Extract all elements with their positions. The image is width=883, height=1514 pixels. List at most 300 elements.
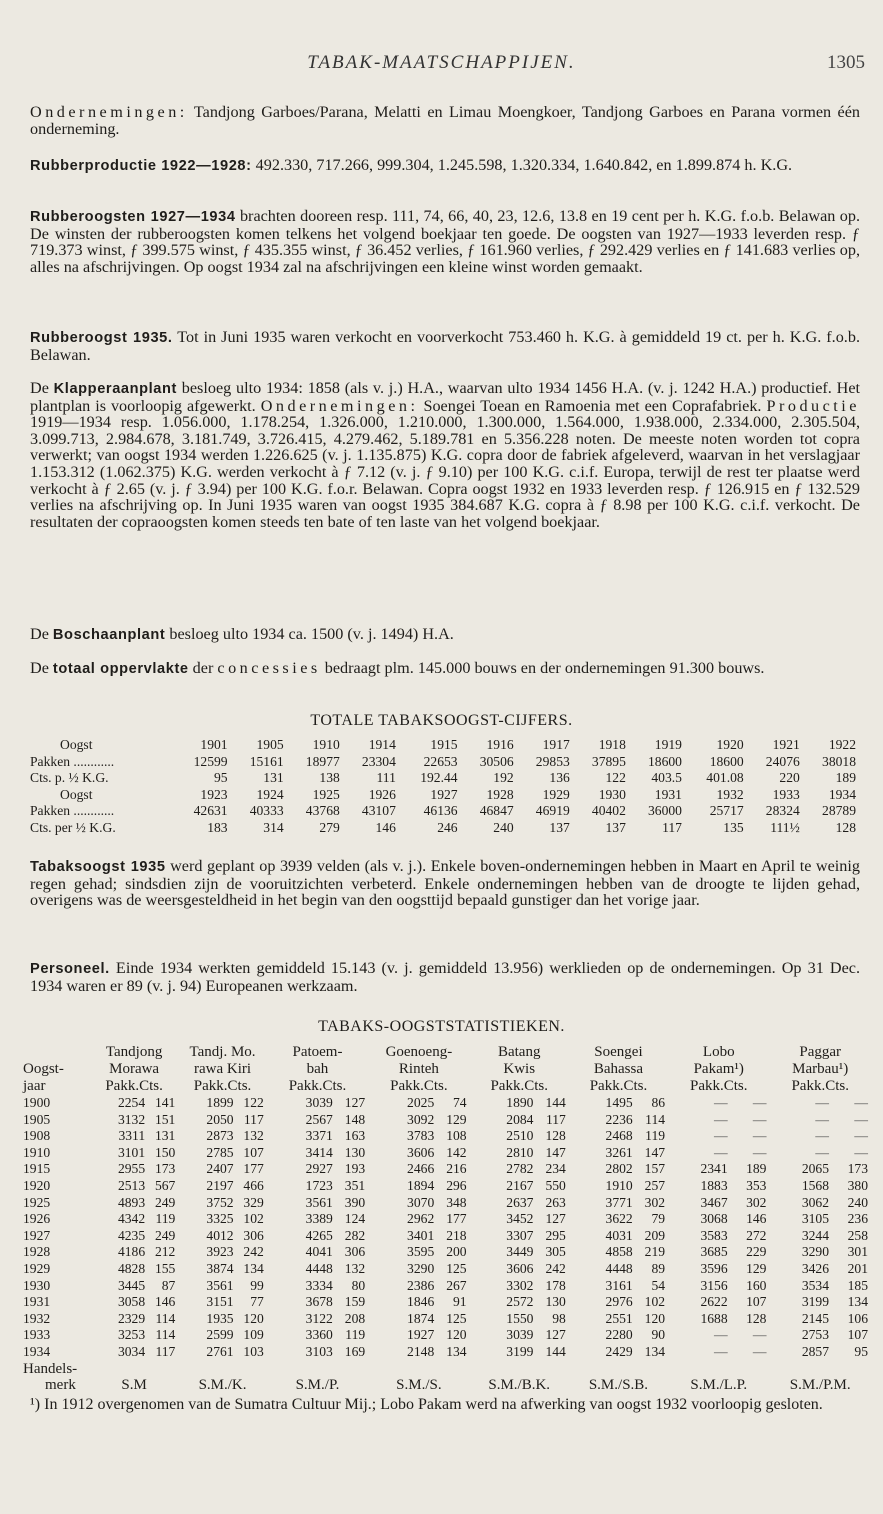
col-header-lobo: Lobo <box>702 1044 735 1060</box>
table2-cell: 208 <box>344 1310 366 1326</box>
table2-cell: 134 <box>847 1294 868 1310</box>
table1-cell: 46847 <box>479 803 514 819</box>
table2-row <box>23 1244 871 1261</box>
table2-cell: 306 <box>243 1227 264 1243</box>
table2-cell: 130 <box>344 1144 366 1160</box>
table2-cell: — <box>752 1111 767 1127</box>
table1-cell: 1915 <box>430 737 458 752</box>
table2-cell: 2167 <box>506 1177 534 1193</box>
table2-year: 1928 <box>23 1244 51 1260</box>
table2-cell: 132 <box>243 1128 264 1144</box>
table2-cell: 125 <box>446 1310 467 1326</box>
table1-cell: 1921 <box>772 737 800 752</box>
table1-cell: 122 <box>605 770 626 786</box>
table2-cell: 3199 <box>801 1294 830 1310</box>
table2-row <box>23 1211 871 1228</box>
handelsmerk-value: S.M./L.P. <box>690 1377 748 1394</box>
table2-cell: 3244 <box>801 1227 830 1243</box>
table1-cell: 28789 <box>822 803 856 819</box>
table2-caption: TABAKS-OOGSTSTATISTIEKEN. <box>318 1018 565 1035</box>
table2-row <box>23 1327 871 1344</box>
table1-cell: 240 <box>493 819 514 835</box>
text-ondernemingen: Tandjong Garboes/Parana, Melatti en Limau Moengkoer, Tandjong Garboes en Parana vormen één onderneming. <box>30 103 860 138</box>
table2-cell: 2025 <box>407 1095 435 1110</box>
table2-cell: 236 <box>847 1211 868 1227</box>
table2-cell: 3534 <box>801 1277 830 1293</box>
table2-cell: 109 <box>243 1327 264 1343</box>
table2-cell: 3685 <box>700 1244 728 1260</box>
text-totaal-1: der <box>188 659 218 677</box>
table2-cell: 201 <box>847 1260 868 1276</box>
table2-row <box>23 1228 871 1245</box>
table2-cell: 134 <box>644 1343 666 1359</box>
table1-cell: 279 <box>319 819 340 835</box>
table2-cell: 127 <box>545 1327 566 1343</box>
table2-cell: 147 <box>644 1144 666 1160</box>
table2-row <box>23 1128 871 1145</box>
table1-cell: 28324 <box>765 803 800 819</box>
table2-cell: 3039 <box>305 1095 333 1110</box>
table2-row <box>23 1278 871 1295</box>
table2-cell: 2050 <box>206 1111 234 1127</box>
text-klapper-2: Soengei Toean en Ramoenia met een Coprafabriek. <box>418 396 767 415</box>
table1-cell: 1905 <box>256 737 284 752</box>
table2-cell: 3449 <box>506 1244 534 1260</box>
table2-cell: 3311 <box>118 1128 146 1144</box>
table1-cell: 137 <box>605 819 626 835</box>
table2-cell: 3101 <box>117 1144 146 1160</box>
table2-header-row-3 <box>23 1078 871 1095</box>
col-units: Pakk.Cts. <box>791 1078 849 1094</box>
table2-cell: 1568 <box>801 1177 830 1193</box>
table2-cell: 142 <box>446 1144 467 1160</box>
spaced-productie: Productie <box>766 396 860 415</box>
label-ondernemingen: Ondernemingen: <box>30 103 188 121</box>
table2-cell: 380 <box>847 1177 868 1193</box>
table2-cell: — <box>854 1095 868 1110</box>
table2-cell: 229 <box>746 1244 767 1260</box>
table2-cell: 146 <box>154 1294 176 1310</box>
text-klapper-1: besloeg ulto 1934: 1858 (als v. j.) H.A., waarvan ulto 1934 1456 H.A. (v. j. 1242 H.A.) productief. Het plantplan is voorloopig afgewerkt. <box>30 379 860 415</box>
table2-cell: 216 <box>446 1161 467 1177</box>
table2-cell: 2551 <box>605 1310 633 1326</box>
col-units: Pakk.Cts. <box>690 1078 748 1094</box>
table2-cell: 3923 <box>206 1244 234 1260</box>
table1-caption: TOTALE TABAKSOOGST-CIJFERS. <box>310 712 573 729</box>
table2-cell: 3596 <box>700 1260 728 1276</box>
label-personeel: Personeel. <box>30 961 110 977</box>
table2-cell: 77 <box>250 1294 264 1310</box>
table2-cell: 2622 <box>700 1294 728 1310</box>
table2-year: 1908 <box>23 1128 51 1144</box>
text-rubberoogst-1935: Tot in Juni 1935 waren verkocht en voorverkocht 753.460 h. K.G. à gemiddeld 19 ct. per h. K.G. f.o.b. Belawan. <box>30 328 860 364</box>
table2-cell: 147 <box>545 1144 566 1160</box>
table2-cell: — <box>854 1144 868 1160</box>
table1-row <box>30 787 856 804</box>
table2-cell: 466 <box>243 1177 264 1193</box>
table2-cell: 2341 <box>700 1161 728 1177</box>
table2-year: 1900 <box>23 1095 51 1110</box>
handelsmerk-label-row <box>23 1361 871 1378</box>
table2-year: 1934 <box>23 1343 51 1359</box>
table1-cell: 29853 <box>535 753 570 769</box>
table2-cell: 106 <box>847 1310 868 1326</box>
table2-cell: 567 <box>154 1177 176 1193</box>
col-subheader-rinteh: Rinteh <box>398 1061 439 1077</box>
table2-year: 1925 <box>23 1194 51 1210</box>
handelsmerk-value: S.M./P.M. <box>789 1377 851 1394</box>
table2-cell: 305 <box>545 1244 566 1260</box>
table2-cell: 2962 <box>407 1211 435 1227</box>
table2-cell: 146 <box>746 1211 767 1227</box>
table2-cell: 2236 <box>605 1111 633 1127</box>
footnote-row <box>23 1394 871 1414</box>
col-units: Pakk.Cts. <box>105 1078 163 1094</box>
row-header-oogst: Oogst- <box>23 1061 64 1077</box>
label-boschaanplant: Boschaanplant <box>52 627 166 643</box>
table2-cell: — <box>854 1128 868 1144</box>
table2-cell: 2513 <box>117 1177 146 1193</box>
table2-cell: 282 <box>344 1227 366 1243</box>
table2-cell: 134 <box>243 1260 264 1276</box>
table1-cell: 1922 <box>828 737 856 752</box>
table2-cell: 219 <box>644 1244 666 1260</box>
table2-cell: 4893 <box>117 1194 146 1210</box>
table2-cell: 3622 <box>605 1211 633 1227</box>
table2-cell: 218 <box>446 1227 467 1243</box>
table1-cell: 136 <box>549 770 570 786</box>
table1-cell: 40402 <box>591 803 626 819</box>
table2-cell: 144 <box>545 1095 566 1110</box>
table1-cell: 1934 <box>828 786 856 802</box>
table2-cell: 2148 <box>407 1343 435 1359</box>
table2-cell: — <box>752 1095 767 1110</box>
table2-year: 1929 <box>23 1260 51 1276</box>
table2-cell: 212 <box>154 1244 176 1260</box>
table2-cell: 124 <box>344 1211 366 1227</box>
table2-cell: 295 <box>545 1227 566 1243</box>
row-header-jaar: jaar <box>23 1078 46 1094</box>
table2-cell: 160 <box>746 1277 767 1293</box>
paragraph-totaal-oppervlakte <box>30 660 860 678</box>
table2-cell: 3783 <box>407 1128 435 1144</box>
table2-cell: 74 <box>453 1095 467 1110</box>
table1-row-label: Oogst <box>60 737 93 752</box>
table1-cell: 401.08 <box>706 770 744 786</box>
table2-cell: 302 <box>746 1194 767 1210</box>
table2-cell: 114 <box>155 1310 176 1326</box>
table2-cell: — <box>714 1144 728 1160</box>
table2-cell: 193 <box>344 1161 366 1177</box>
table2-cell: — <box>714 1327 728 1343</box>
footnote: ¹) In 1912 overgenomen van de Sumatra Cultuur Mij.; Lobo Pakam werd na afwerking van oogst 1932 voorloopig gesloten. <box>30 1395 823 1413</box>
table1-cell: 128 <box>835 819 856 835</box>
table1-cell: 18977 <box>305 753 340 769</box>
table1-cell: 1901 <box>200 737 228 752</box>
table2-cell: 3103 <box>305 1343 333 1359</box>
table1-cell: 12599 <box>193 753 228 769</box>
table2-cell: 189 <box>746 1161 767 1177</box>
table2-cell: 351 <box>344 1177 366 1193</box>
table2-cell: 117 <box>155 1343 176 1359</box>
table2-cell: 169 <box>344 1343 366 1359</box>
table2-cell: 390 <box>344 1194 366 1210</box>
table2-cell: 550 <box>545 1177 566 1193</box>
table1-cell: 95 <box>214 770 228 786</box>
spaced-concessies: concessies <box>217 659 321 677</box>
paragraph-klapperaanplant <box>30 380 860 530</box>
table2-cell: — <box>815 1095 830 1110</box>
table2-cell: 3253 <box>117 1327 146 1343</box>
table2-cell: 114 <box>155 1327 176 1343</box>
col-subheader-marbau: Marbau¹) <box>792 1061 849 1077</box>
table2-cell: 301 <box>847 1244 868 1260</box>
table2-cell: 2802 <box>605 1161 633 1177</box>
table1-row <box>30 737 856 754</box>
table2-cell: 2873 <box>206 1128 234 1144</box>
table2-cell: 3290 <box>407 1260 435 1276</box>
table2-cell: 95 <box>854 1343 868 1359</box>
table2-cell: 173 <box>847 1161 868 1177</box>
table2-cell: 1846 <box>407 1294 435 1310</box>
table2-cell: 102 <box>644 1294 666 1310</box>
table2-cell: 3105 <box>801 1211 830 1227</box>
table2-cell: 4041 <box>305 1244 333 1260</box>
table2-cell: — <box>752 1128 767 1144</box>
table2-cell: 159 <box>344 1294 366 1310</box>
table2-cell: 329 <box>243 1194 264 1210</box>
col-units: Pakk.Cts. <box>589 1078 648 1094</box>
table2-cell: 120 <box>446 1327 467 1343</box>
table2-cell: 3583 <box>700 1227 728 1243</box>
table2-cell: 128 <box>746 1310 767 1326</box>
table2-cell: 122 <box>243 1095 264 1110</box>
table2-cell: 127 <box>344 1095 366 1110</box>
table2-cell: 3595 <box>407 1244 435 1260</box>
table1-cell: 137 <box>549 819 570 835</box>
table2-cell: 108 <box>446 1128 467 1144</box>
table2-cell: 2429 <box>605 1343 633 1359</box>
table2-cell: 103 <box>243 1343 264 1359</box>
table2-cell: 3401 <box>407 1227 435 1243</box>
table1-row <box>30 820 856 837</box>
table1-cell: 1917 <box>542 737 570 752</box>
table2-cell: 2197 <box>206 1177 234 1193</box>
table2-year: 1905 <box>23 1111 51 1127</box>
table2-cell: 107 <box>746 1294 767 1310</box>
table2-cell: 4858 <box>605 1244 633 1260</box>
text-bosch-pre: De <box>30 625 53 643</box>
table2-cell: — <box>714 1095 728 1110</box>
table2-cell: 148 <box>344 1111 366 1127</box>
table2-cell: 4235 <box>117 1227 146 1243</box>
table2-cell: 141 <box>154 1095 176 1110</box>
table2-cell: 234 <box>545 1161 566 1177</box>
table2-cell: 127 <box>545 1211 566 1227</box>
table2-cell: 258 <box>847 1227 868 1243</box>
table2-cell: 348 <box>446 1194 467 1210</box>
page-number: 1305 <box>827 52 865 73</box>
col-subheader-rawa-kiri: rawa Kiri <box>194 1061 252 1077</box>
table2-year: 1920 <box>23 1177 51 1193</box>
table2-row <box>23 1112 871 1129</box>
table2-cell: 151 <box>154 1111 176 1127</box>
table2-cell: 1688 <box>700 1310 728 1326</box>
table2-cell: 131 <box>154 1128 176 1144</box>
table1-cell: 131 <box>263 770 284 786</box>
table2-cell: 3678 <box>305 1294 333 1310</box>
table2-cell: 134 <box>446 1343 467 1359</box>
table2-year: 1930 <box>23 1277 51 1293</box>
table1-cell: 135 <box>723 819 744 835</box>
table1-cell: 192 <box>493 770 514 786</box>
label-tabaksoogst-1935: Tabaksoogst 1935 <box>30 859 166 875</box>
table2-cell: — <box>714 1343 728 1359</box>
table2-cell: — <box>815 1111 830 1127</box>
handelsmerk-label-2: merk <box>45 1377 76 1394</box>
table2-cell: 89 <box>651 1260 666 1276</box>
table2-cell: 119 <box>645 1128 666 1144</box>
table2-cell: 3360 <box>305 1327 333 1343</box>
table2-cell: 173 <box>154 1161 176 1177</box>
table2-cell: 249 <box>154 1194 176 1210</box>
table2-cell: 3307 <box>506 1227 534 1243</box>
table1-cell: 1933 <box>772 786 800 802</box>
table2-cell: 185 <box>847 1277 868 1293</box>
table2-cell: 157 <box>644 1161 666 1177</box>
table2-cell: 2761 <box>206 1343 234 1359</box>
table2-row <box>23 1311 871 1328</box>
table2-year: 1931 <box>23 1294 51 1310</box>
table2-cell: 3156 <box>700 1277 728 1293</box>
table2-cell: 3467 <box>700 1194 728 1210</box>
table1-cell: 220 <box>779 770 800 786</box>
table2-cell: 119 <box>345 1327 366 1343</box>
table2-cell: 129 <box>446 1111 467 1127</box>
paragraph-rubberoogsten <box>30 208 860 275</box>
table2-cell: 263 <box>545 1194 566 1210</box>
table2-cell: 1935 <box>206 1310 234 1326</box>
paragraph-ondernemingen <box>30 104 860 137</box>
table2-cell: 2810 <box>506 1144 534 1160</box>
table2-cell: — <box>714 1128 728 1144</box>
table2-cell: 3445 <box>117 1277 146 1293</box>
table2-cell: 1723 <box>305 1177 333 1193</box>
paragraph-rubberoogst-1935 <box>30 329 860 363</box>
table1-cell: 1927 <box>430 786 458 802</box>
table1-row <box>30 754 856 771</box>
table2-cell: 2637 <box>506 1194 534 1210</box>
table2-cell: 249 <box>154 1227 176 1243</box>
table1-row-label: Cts. p. ½ K.G. <box>30 770 109 786</box>
table2-cell: 2254 <box>117 1095 146 1110</box>
table1-cell: 30506 <box>479 753 514 769</box>
table2-cell: 150 <box>154 1144 176 1160</box>
table2-cell: 130 <box>545 1294 566 1310</box>
table2-cell: 3122 <box>305 1310 333 1326</box>
table2-row <box>23 1344 871 1361</box>
table2-cell: 91 <box>453 1294 467 1310</box>
table2-cell: 114 <box>645 1111 666 1127</box>
table2-cell: 3325 <box>206 1211 234 1227</box>
table2-cell: 296 <box>446 1177 467 1193</box>
table2-cell: 2510 <box>506 1128 534 1144</box>
col-subheader-morawa: Morawa <box>109 1061 160 1077</box>
table2-cell: 3874 <box>206 1260 234 1276</box>
table2-cell: 242 <box>545 1260 566 1276</box>
table2-cell: 3068 <box>700 1211 728 1227</box>
spaced-ondernemingen: Ondernemingen: <box>260 396 419 415</box>
text-klapper-3: 1919—1934 resp. 1.056.000, 1.178.254, 1.326.000, 1.210.000, 1.300.000, 1.564.000, 1.938.000, 2.334.000, 2.305.504, 3.099.713, 2.984.678, 3.181.749, 3.726.415, 4.279.462, 5.189.781 en 5.356.228 noten. De meeste noten worden tot copra verwerkt; van oogst 1934 werden 1.226.625 (v. j. 1.135.875) K.G. copra door de fabriek afgeleverd, waarvan in het verslagjaar 1.153.312 (1.062.375) K.G. werden verkocht à ƒ 7.12 (v. j. ƒ 9.10) per 100 K.G. c.i.f. Europa, terwijl de rest ter plaatse werd verkocht à ƒ 2.65 (v. j. ƒ 3.94) per 100 K.G. f.o.r. Belawan. Copra oogst 1932 en 1933 leverden resp. ƒ 126.915 en ƒ 132.529 verlies na afschrijving op. In Juni 1935 waren van oogst 1935 384.687 K.G. copra à ƒ 8.98 per 100 K.G. c.i.f. verkocht. De resultaten der copraoogsten komen steeds ten bate of ten laste van het volgend boekjaar. <box>30 413 860 531</box>
table2-cell: 2572 <box>506 1294 534 1310</box>
table2-cell: 99 <box>250 1277 264 1293</box>
table1-cell: 183 <box>207 819 228 835</box>
table2-cell: 3371 <box>305 1128 333 1144</box>
table2-cell: 3389 <box>305 1211 333 1227</box>
table2-cell: 3070 <box>407 1194 435 1210</box>
text-rubberproductie: 492.330, 717.266, 999.304, 1.245.598, 1.320.334, 1.640.842, en 1.899.874 h. K.G. <box>251 156 793 174</box>
table1-cell: 314 <box>263 819 284 835</box>
table1-cell: 1926 <box>368 786 396 802</box>
table1-cell: 43107 <box>361 803 396 819</box>
table2-cell: 120 <box>243 1310 264 1326</box>
table2-cell: 2386 <box>407 1277 435 1293</box>
table1-row-label: Pakken ............ <box>30 803 115 819</box>
running-header <box>0 52 883 78</box>
table2-cell: 4448 <box>305 1260 333 1276</box>
handelsmerk-value: S.M./B.K. <box>488 1377 551 1394</box>
table1-cell: 138 <box>319 770 340 786</box>
table2-cell: 54 <box>651 1277 666 1293</box>
table2-cell: 4828 <box>117 1260 146 1276</box>
table1-cell: 1914 <box>368 737 396 752</box>
label-totaal-oppervlakte: totaal oppervlakte <box>52 661 189 677</box>
table2-cell: 257 <box>644 1177 666 1193</box>
table2-cell: 177 <box>446 1211 467 1227</box>
table2-cell: 3092 <box>407 1111 435 1127</box>
table1-cell: 1929 <box>542 786 570 802</box>
col-header-patoem: Patoem- <box>292 1044 343 1060</box>
table2-cell: 87 <box>161 1277 176 1293</box>
col-header-tandj-mo: Tandj. Mo. <box>189 1044 256 1060</box>
table2-cell: 3334 <box>305 1277 333 1293</box>
table-totale-tabaksoogst <box>30 737 856 837</box>
table2-row <box>23 1294 871 1311</box>
paragraph-personeel <box>30 960 860 994</box>
table2-cell: 2857 <box>801 1343 830 1359</box>
table2-cell: — <box>714 1111 728 1127</box>
table1-cell: 1910 <box>312 737 340 752</box>
table2-cell: 1890 <box>506 1095 534 1110</box>
text-rubberoogsten: brachten dooreen resp. 111, 74, 66, 40, 23, 12.6, 13.8 en 19 cent per h. K.G. f.o.b. Belawan op. De winsten der rubberoogsten komen telkens het volgend boekjaar ten goede. De oogsten van 1927—1933 leverden resp. ƒ 719.373 winst, ƒ 399.575 winst, ƒ 435.355 winst, ƒ 36.452 verlies, ƒ 161.960 verlies, ƒ 292.429 verlies en ƒ 141.683 verlies op, alles na afschrijvingen. Op oogst 1934 zal na afschrijvingen een kleine winst worden gemaakt. <box>30 207 860 276</box>
table2-row <box>23 1145 871 1162</box>
table2-cell: 4448 <box>605 1260 633 1276</box>
table1-cell: 38018 <box>822 753 856 769</box>
col-subheader-kwis: Kwis <box>503 1061 536 1077</box>
table2-row <box>23 1161 871 1178</box>
text-boschaanplant: besloeg ulto 1934 ca. 1500 (v. j. 1494) H.A. <box>165 625 454 643</box>
table2-cell: 2468 <box>605 1128 633 1144</box>
table2-cell: 117 <box>545 1111 566 1127</box>
handelsmerk-value: S.M./K. <box>198 1377 247 1394</box>
table2-cell: 117 <box>243 1111 264 1127</box>
table2-cell: 3561 <box>305 1194 333 1210</box>
table2-cell: 2145 <box>801 1310 830 1326</box>
table1-cell: 1919 <box>654 737 682 752</box>
table2-cell: 3452 <box>506 1211 534 1227</box>
handelsmerk-value: S.M./S. <box>396 1377 442 1394</box>
col-subheader-bah: bah <box>306 1061 329 1077</box>
